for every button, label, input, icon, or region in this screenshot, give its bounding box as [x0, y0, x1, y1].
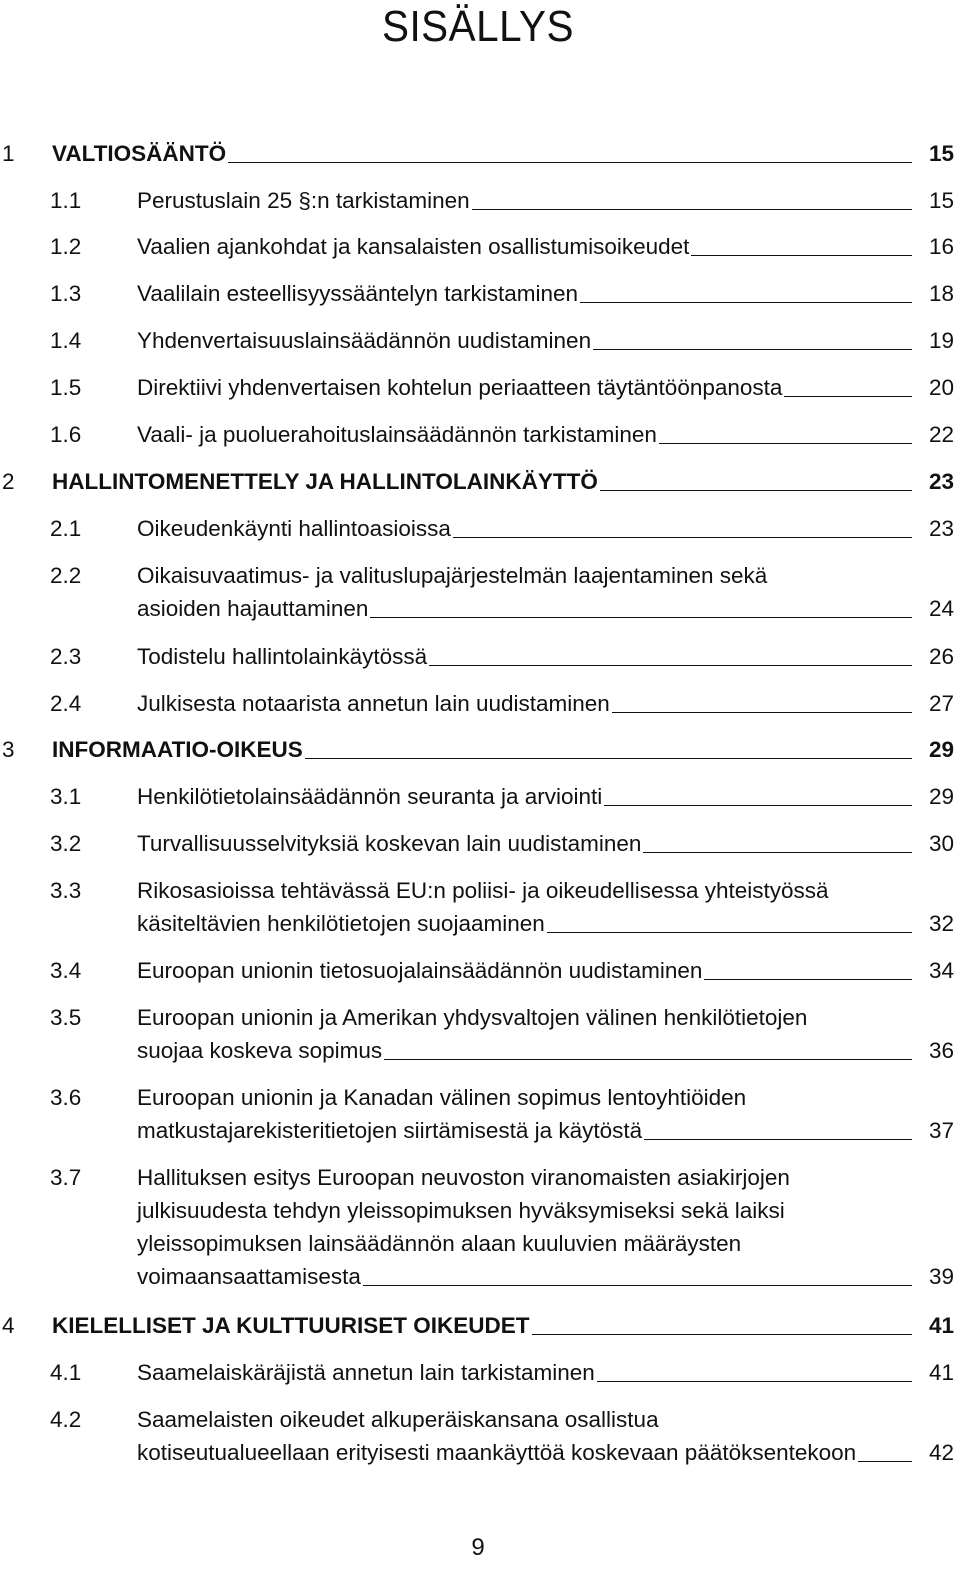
entry-title-line — [137, 418, 916, 451]
entry-title: asioiden hajauttaminen — [137, 596, 369, 621]
leader-line — [453, 536, 912, 538]
entry-title: Euroopan unionin tietosuojalainsäädännön uudistaminen — [137, 958, 703, 983]
toc-section-entry — [0, 230, 960, 263]
entry-title-block — [137, 184, 916, 217]
toc-section-entry — [0, 874, 960, 940]
entry-title: Saamelaisten oikeudet alkuperäiskansana osallistua — [137, 1407, 659, 1432]
entry-number: 2 — [2, 469, 15, 494]
entry-title: Julkisesta notaarista annetun lain uudistaminen — [137, 691, 610, 716]
entry-page-number: 19 — [928, 328, 954, 353]
entry-title: voimaansaattamisesta — [137, 1264, 361, 1289]
entry-title: Rikosasioissa tehtävässä EU:n poliisi- ja oikeudellisessa yhteistyössä — [137, 878, 829, 903]
entry-title: Oikeudenkäynti hallintoasioissa — [137, 516, 451, 541]
entry-title-line — [137, 1356, 916, 1389]
toc-section-entry — [0, 418, 960, 451]
entry-title-line — [137, 277, 916, 310]
entry-title-line — [137, 1194, 916, 1227]
toc-chapter-entry — [0, 465, 960, 498]
entry-title-block — [137, 230, 916, 263]
leader-line — [858, 1460, 912, 1462]
entry-title: matkustajarekisteritietojen siirtämisestä ja käytöstä — [137, 1118, 643, 1143]
leader-line — [644, 1138, 912, 1140]
entry-title: Turvallisuusselvityksiä koskevan lain uudistaminen — [137, 831, 642, 856]
entry-title: Vaalien ajankohdat ja kansalaisten osallistumisoikeudet — [137, 234, 690, 259]
toc-section-entry — [0, 512, 960, 545]
entry-title: yleissopimuksen lainsäädännön alaan kuuluvien määräysten — [137, 1231, 742, 1256]
entry-number: 1.5 — [50, 375, 82, 400]
entry-page-number: 29 — [928, 784, 954, 809]
entry-title-line — [137, 1436, 916, 1469]
entry-title-block — [137, 640, 916, 673]
entry-title-line — [137, 512, 916, 545]
entry-title-block — [137, 277, 916, 310]
entry-title-line — [137, 230, 916, 263]
leader-line — [532, 1333, 912, 1335]
toc-section-entry — [0, 1161, 960, 1293]
entry-title-block — [137, 1161, 916, 1293]
entry-title: Hallituksen esitys Euroopan neuvoston viranomaisten asiakirjojen — [137, 1165, 790, 1190]
toc-chapter-entry — [0, 733, 960, 766]
entry-title-line — [137, 827, 916, 860]
entry-page-number: 32 — [928, 911, 954, 936]
entry-page-number: 20 — [928, 375, 954, 400]
entry-page-number: 15 — [928, 188, 954, 213]
entry-title-block — [52, 137, 916, 170]
entry-page-number: 15 — [928, 141, 954, 166]
entry-title-line — [137, 1081, 916, 1114]
entry-number: 2.4 — [50, 691, 82, 716]
entry-page-number: 41 — [928, 1360, 954, 1385]
entry-title: INFORMAATIO-OIKEUS — [52, 737, 303, 762]
entry-number: 3.4 — [50, 958, 82, 983]
entry-title-line — [137, 1260, 916, 1293]
entry-title-line — [137, 1403, 916, 1436]
entry-number: 3.7 — [50, 1165, 82, 1190]
leader-line — [597, 1380, 912, 1382]
entry-number: 1.4 — [50, 328, 82, 353]
entry-page-number: 37 — [928, 1118, 954, 1143]
leader-line — [580, 301, 912, 303]
entry-title-line — [52, 733, 916, 766]
entry-page-number: 39 — [928, 1264, 954, 1289]
entry-title-block — [137, 1001, 916, 1067]
entry-number: 3.1 — [50, 784, 82, 809]
entry-title-block — [137, 780, 916, 813]
entry-title: Euroopan unionin ja Amerikan yhdysvaltojen välinen henkilötietojen — [137, 1005, 808, 1030]
leader-line — [370, 616, 912, 618]
leader-line — [704, 978, 912, 980]
toc-section-entry — [0, 559, 960, 625]
entry-title-block — [137, 954, 916, 987]
entry-title-block — [137, 827, 916, 860]
entry-title-line — [137, 780, 916, 813]
entry-number: 1.2 — [50, 234, 82, 259]
entry-title-block — [137, 512, 916, 545]
entry-page-number: 18 — [928, 281, 954, 306]
entry-title: Euroopan unionin ja Kanadan välinen sopimus lentoyhtiöiden — [137, 1085, 747, 1110]
entry-title-line — [137, 1114, 916, 1147]
leader-line — [643, 851, 912, 853]
entry-title: Perustuslain 25 §:n tarkistaminen — [137, 188, 470, 213]
toc-chapter-entry — [0, 1309, 960, 1342]
entry-title-line — [137, 1227, 916, 1260]
toc-section-entry — [0, 954, 960, 987]
page-title: SISÄLLYS — [382, 2, 574, 51]
entry-title-line — [137, 907, 916, 940]
entry-title-block — [137, 874, 916, 940]
toc-section-entry — [0, 827, 960, 860]
entry-number: 2.3 — [50, 644, 82, 669]
entry-title-block — [137, 371, 916, 404]
entry-number: 2.1 — [50, 516, 82, 541]
entry-number: 2.2 — [50, 563, 82, 588]
entry-page-number: 30 — [928, 831, 954, 856]
toc-chapter-entry — [0, 137, 960, 170]
entry-title-block — [137, 1356, 916, 1389]
entry-number: 1 — [2, 141, 15, 166]
leader-line — [384, 1058, 912, 1060]
entry-title-block — [137, 687, 916, 720]
entry-page-number: 34 — [928, 958, 954, 983]
entry-title-line — [137, 184, 916, 217]
toc-section-entry — [0, 1403, 960, 1469]
toc-section-entry — [0, 277, 960, 310]
entry-number: 1.6 — [50, 422, 82, 447]
toc-section-entry — [0, 184, 960, 217]
entry-title-block — [52, 465, 916, 498]
entry-number: 1.3 — [50, 281, 82, 306]
entry-page-number: 24 — [928, 596, 954, 621]
entry-number: 1.1 — [50, 188, 82, 213]
entry-title: VALTIOSÄÄNTÖ — [52, 141, 227, 166]
entry-page-number: 16 — [928, 234, 954, 259]
entry-title: käsiteltävien henkilötietojen suojaaminen — [137, 911, 545, 936]
leader-line — [604, 804, 912, 806]
leader-line — [784, 395, 912, 397]
leader-line — [363, 1284, 912, 1286]
toc-section-entry — [0, 780, 960, 813]
entry-title: HALLINTOMENETTELY JA HALLINTOLAINKÄYTTÖ — [52, 469, 598, 494]
leader-line — [472, 208, 912, 210]
leader-line — [600, 489, 912, 491]
leader-line — [547, 931, 912, 933]
entry-title: julkisuudesta tehdyn yleissopimuksen hyväksymiseksi sekä laiksi — [137, 1198, 785, 1223]
entry-number: 3.3 — [50, 878, 82, 903]
entry-title-line — [137, 1001, 916, 1034]
toc-section-entry — [0, 640, 960, 673]
entry-title-line — [137, 592, 916, 625]
entry-number: 4.1 — [50, 1360, 82, 1385]
entry-number: 3.2 — [50, 831, 82, 856]
leader-line — [691, 254, 912, 256]
entry-title-block — [52, 733, 916, 766]
entry-number: 4 — [2, 1313, 15, 1338]
entry-title-line — [137, 1034, 916, 1067]
leader-line — [305, 757, 912, 759]
entry-title: Henkilötietolainsäädännön seuranta ja arviointi — [137, 784, 603, 809]
entry-page-number: 29 — [928, 737, 954, 762]
leader-line — [429, 664, 912, 666]
entry-page-number: 41 — [928, 1313, 954, 1338]
entry-page-number: 22 — [928, 422, 954, 447]
toc-section-entry — [0, 1001, 960, 1067]
entry-page-number: 26 — [928, 644, 954, 669]
entry-title: KIELELLISET JA KULTTUURISET OIKEUDET — [52, 1313, 530, 1338]
entry-title-line — [52, 465, 916, 498]
entry-title: Saamelaiskäräjistä annetun lain tarkistaminen — [137, 1360, 595, 1385]
entry-number: 4.2 — [50, 1407, 82, 1432]
leader-line — [228, 161, 912, 163]
page-number: 9 — [471, 1534, 485, 1561]
entry-title: Yhdenvertaisuuslainsäädännön uudistaminen — [137, 328, 592, 353]
entry-title: Vaalilain esteellisyyssääntelyn tarkistaminen — [137, 281, 579, 306]
toc-section-entry — [0, 1356, 960, 1389]
entry-title: Direktiivi yhdenvertaisen kohtelun periaatteen täytäntöönpanosta — [137, 375, 783, 400]
entry-title-block — [52, 1309, 916, 1342]
toc-section-entry — [0, 371, 960, 404]
toc-section-entry — [0, 1081, 960, 1147]
entry-title: Oikaisuvaatimus- ja valituslupajärjestelmän laajentaminen sekä — [137, 563, 768, 588]
entry-number: 3 — [2, 737, 15, 762]
leader-line — [612, 711, 912, 713]
entry-title-block — [137, 1403, 916, 1469]
entry-number: 3.6 — [50, 1085, 82, 1110]
entry-title-line — [137, 324, 916, 357]
entry-page-number: 27 — [928, 691, 954, 716]
entry-title: Vaali- ja puoluerahoituslainsäädännön tarkistaminen — [137, 422, 657, 447]
entry-page-number: 23 — [928, 516, 954, 541]
entry-title-line — [137, 371, 916, 404]
entry-title-line — [137, 954, 916, 987]
entry-title: kotiseutualueellaan erityisesti maankäyttöä koskevaan päätöksentekoon — [137, 1440, 857, 1465]
entry-title-line — [137, 687, 916, 720]
entry-title-line — [137, 874, 916, 907]
entry-title-line — [52, 1309, 916, 1342]
entry-page-number: 23 — [928, 469, 954, 494]
entry-page-number: 36 — [928, 1038, 954, 1063]
entry-title-block — [137, 559, 916, 625]
entry-page-number: 42 — [928, 1440, 954, 1465]
toc-section-entry — [0, 687, 960, 720]
entry-title-line — [137, 559, 916, 592]
entry-title-block — [137, 1081, 916, 1147]
entry-title: suojaa koskeva sopimus — [137, 1038, 383, 1063]
leader-line — [659, 442, 912, 444]
leader-line — [593, 348, 912, 350]
entry-title-block — [137, 324, 916, 357]
entry-title-line — [137, 640, 916, 673]
entry-number: 3.5 — [50, 1005, 82, 1030]
toc-section-entry — [0, 324, 960, 357]
entry-title-line — [52, 137, 916, 170]
entry-title: Todistelu hallintolainkäytössä — [137, 644, 428, 669]
entry-title-line — [137, 1161, 916, 1194]
entry-title-block — [137, 418, 916, 451]
